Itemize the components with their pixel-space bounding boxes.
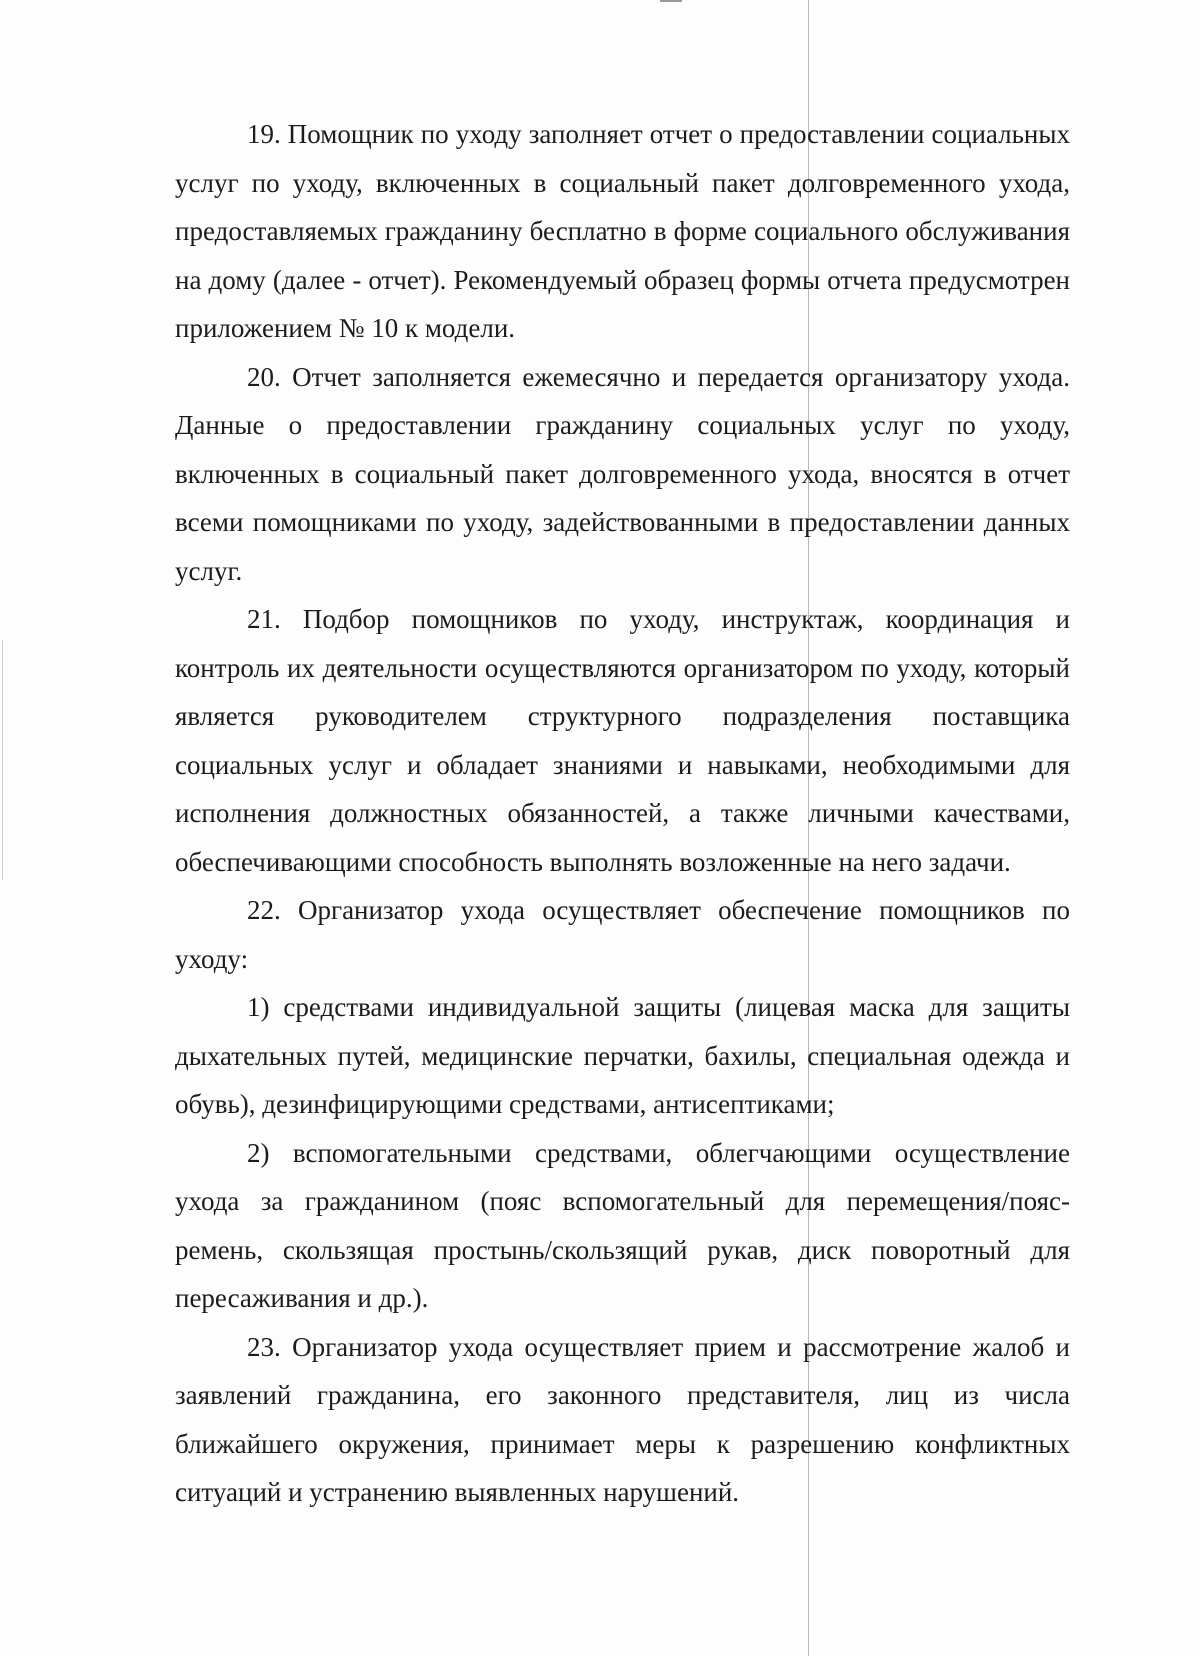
paragraph-22: 22. Организатор ухода осуществляет обеспечение помощников по уходу: bbox=[175, 895, 1070, 974]
paragraph-19: 19. Помощник по уходу заполняет отчет о предоставлении социальных услуг по уходу, включенных в социальный пакет долговременного ухода, предоставляемых гражданину бесплатно в форме социального обслуживания на дому (далее - отчет). Рекомендуемый образец формы отчета предусмотрен приложением № 10 к модели. bbox=[175, 119, 1070, 343]
paragraph-21: 21. Подбор помощников по уходу, инструктаж, координация и контроль их деятельности осуществляются организатором по уходу, который является руководителем структурного подразделения поставщика социальных услуг и обладает знаниями и навыками, необходимыми для исполнения должностных обязанностей, а также личными качествами, обеспечивающими способность выполнять возложенные на него задачи. bbox=[175, 604, 1070, 877]
paragraph-23: 23. Организатор ухода осуществляет прием и рассмотрение жалоб и заявлений гражданина, его законного представителя, лиц из числа ближайшего окружения, принимает меры к разрешению конфликтных ситуаций и устранению выявленных нарушений. bbox=[175, 1331, 1070, 1507]
scan-artifact-left-edge bbox=[2, 640, 3, 880]
document-body bbox=[175, 110, 1070, 1517]
paragraph-22-item-1: 1) средствами индивидуальной защиты (лицевая маска для защиты дыхательных путей, медицинские перчатки, бахилы, специальная одежда и обувь), дезинфицирующими средствами, антисептиками; bbox=[175, 992, 1070, 1119]
paragraph-20: 20. Отчет заполняется ежемесячно и передается организатору ухода. Данные о предоставлении гражданину социальных услуг по уходу, включенных в социальный пакет долговременного ухода, вносятся в отчет всеми помощниками по уходу, задействованными в предоставлении данных услуг. bbox=[175, 361, 1070, 586]
paragraph-22-item-2: 2) вспомогательными средствами, облегчающими осуществление ухода за гражданином (пояс вспомогательный для перемещения/пояс-ремень, скользящая простынь/скользящий рукав, диск поворотный для пересаживания и др.). bbox=[175, 1137, 1070, 1313]
scan-artifact-top bbox=[660, 0, 682, 2]
